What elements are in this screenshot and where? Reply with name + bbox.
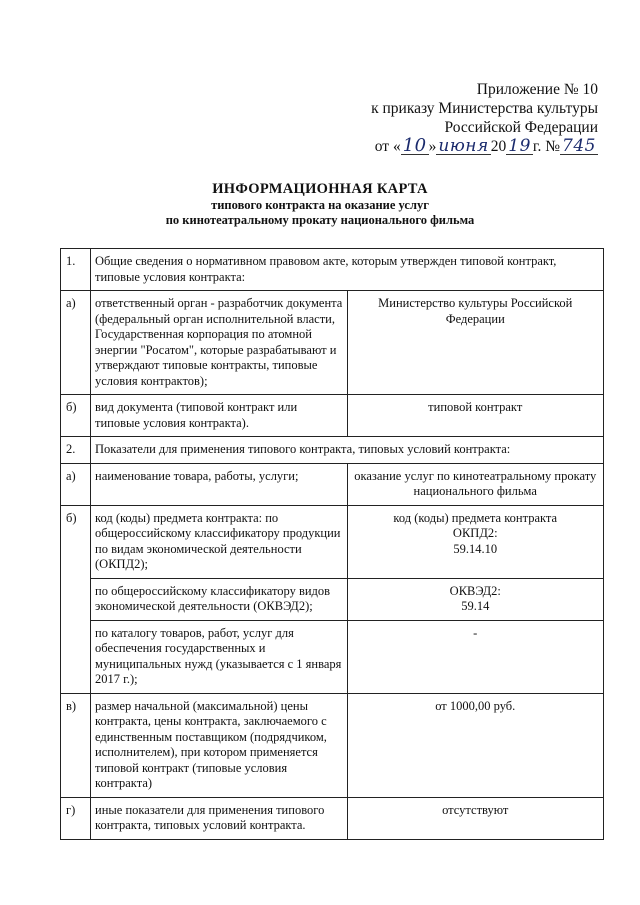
table-row: [61, 505, 604, 578]
row-label: код (коды) предмета контракта: по общероссийскому классификатору продукции по видам экономической деятельности (ОКПД2);: [91, 505, 348, 578]
appendix-header: [371, 80, 598, 156]
table-row: [61, 797, 604, 839]
section-heading: Общие сведения о нормативном правовом акте, которым утвержден типовой контракт, типовые условия контракта:: [91, 249, 604, 291]
table-row: [61, 693, 604, 797]
value-line: ОКВЭД2:: [449, 583, 501, 598]
handwritten-order-number: 745: [562, 136, 596, 156]
handwritten-day: 10: [402, 135, 427, 156]
table-row: [61, 249, 604, 291]
row-number: а): [61, 291, 91, 395]
row-number: б): [61, 505, 91, 578]
row-value: [347, 578, 604, 620]
table-row: [61, 437, 604, 464]
table-row: [61, 620, 604, 693]
appendix-order-ref: к приказу Министерства культуры: [371, 100, 598, 117]
row-number-empty: [61, 578, 91, 620]
row-number: 1.: [61, 249, 91, 291]
row-value: оказание услуг по кинотеатральному прокату национального фильма: [347, 463, 604, 505]
date-year-tail: г. №: [532, 138, 561, 155]
row-number: в): [61, 693, 91, 797]
section-heading: Показатели для применения типового контракта, типовых условий контракта:: [91, 437, 604, 464]
table-row: [61, 463, 604, 505]
title-sub-1: типового контракта на оказание услуг: [211, 198, 429, 212]
table-row: [61, 291, 604, 395]
table-row: [61, 395, 604, 437]
value-line: код (коды) предмета контракта: [393, 510, 558, 525]
row-value: от 1000,00 руб.: [347, 693, 604, 797]
row-value: отсутствуют: [347, 797, 604, 839]
row-number: б): [61, 395, 91, 437]
row-number: 2.: [61, 437, 91, 464]
date-mid: »: [428, 138, 437, 155]
appendix-date-line: [371, 137, 598, 156]
value-line: 59.14.10: [453, 541, 498, 556]
handwritten-month: июня: [438, 136, 489, 156]
row-value: [347, 505, 604, 578]
row-number-empty: [61, 620, 91, 693]
row-label: вид документа (типовой контракт или типовые условия контракта).: [91, 395, 348, 437]
title-sub-2: по кинотеатральному прокату национального фильма: [165, 213, 475, 227]
row-value: Министерство культуры Российской Федерации: [347, 291, 604, 395]
row-number: а): [61, 463, 91, 505]
row-label: наименование товара, работы, услуги;: [91, 463, 348, 505]
row-label: иные показатели для применения типового контракта, типовых условий контракта.: [91, 797, 348, 839]
row-value: -: [347, 620, 604, 693]
appendix-country: Российской Федерации: [444, 119, 598, 136]
row-label: ответственный орган - разработчик документа (федеральный орган исполнительной власти, Государственная корпорация по атомной энергии "Росатом", которые разрабатывают и утверждают типовые контракты, типовые условия контрактов);: [91, 291, 348, 395]
row-label: размер начальной (максимальной) цены контракта, цены контракта, заключаемого с единственным поставщиком (подрядчиком, исполнителем), при котором применяется типовой контракт (типовые условия контракта): [91, 693, 348, 797]
value-line: ОКПД2:: [452, 526, 498, 540]
title-main: ИНФОРМАЦИОННАЯ КАРТА: [212, 181, 428, 197]
row-label: по каталогу товаров, работ, услуг для обеспечения государственных и муниципальных нужд (указывается с 1 января 2017 г.);: [91, 620, 348, 693]
row-number: г): [61, 797, 91, 839]
appendix-number: Приложение № 10: [476, 81, 598, 98]
value-line: 59.14: [461, 599, 490, 613]
document-title: [0, 181, 640, 228]
date-year-prefix: 20: [490, 138, 507, 155]
row-label: по общероссийскому классификатору видов экономической деятельности (ОКВЭД2);: [91, 578, 348, 620]
handwritten-year: 19: [508, 136, 531, 156]
date-prefix: от «: [374, 138, 401, 155]
table-row: [61, 578, 604, 620]
info-card-table: [60, 248, 604, 840]
row-value: типовой контракт: [347, 395, 604, 437]
